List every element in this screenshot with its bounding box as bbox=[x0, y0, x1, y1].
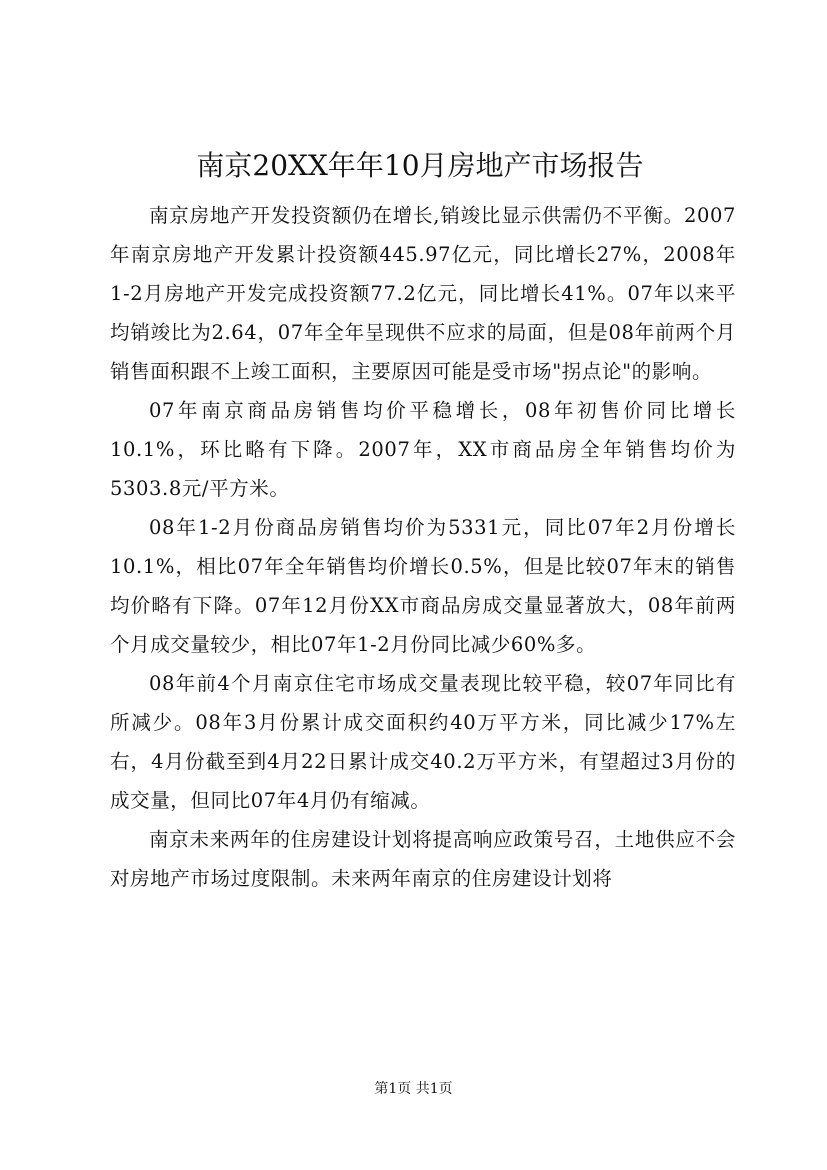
paragraph-average-price: 07年南京商品房销售均价平稳增长，08年初售价同比增长10.1%，环比略有下降。2007年，XX市商品房全年销售均价为5303.8元/平方米。 bbox=[110, 399, 736, 500]
paragraph-first-four-months: 08年前4个月南京住宅市场成交量表现比较平稳，较07年同比有所减少。08年3月份累计成交面积约40万平方米，同比减少17%左右，4月份截至到4月22日累计成交40.2万平方米，有望超过3月份的成交量，但同比07年4月仍有缩减。 bbox=[110, 672, 736, 812]
document-body bbox=[110, 196, 736, 898]
paragraph-future-plan: 南京未来两年的住房建设计划将提高响应政策号召，土地供应不会对房地产市场过度限制。未来两年南京的住房建设计划将 bbox=[110, 828, 736, 890]
document-title: 南京20XX年年10月房地产市场报告 bbox=[196, 149, 644, 182]
paragraph-investment: 南京房地产开发投资额仍在增长,销竣比显示供需仍不平衡。2007年南京房地产开发累计投资额445.97亿元，同比增长27%，2008年1-2月房地产开发完成投资额77.2亿元，同比增长41%。07年以来平均销竣比为2.64，07年全年呈现供不应求的局面，但是08年前两个月销售面积跟不上竣工面积，主要原因可能是受市场"拐点论"的影响。 bbox=[110, 204, 736, 383]
page-footer: 第1页 共1页 bbox=[374, 1081, 453, 1097]
paragraph-jan-feb-sales: 08年1-2月份商品房销售均价为5331元，同比07年2月份增长10.1%，相比07年全年销售均价增长0.5%，但是比较07年末的销售均价略有下降。07年12月份XX市商品房成交量显著放大，08年前两个月成交量较少，相比07年1-2月份同比减少60%多。 bbox=[110, 516, 736, 656]
